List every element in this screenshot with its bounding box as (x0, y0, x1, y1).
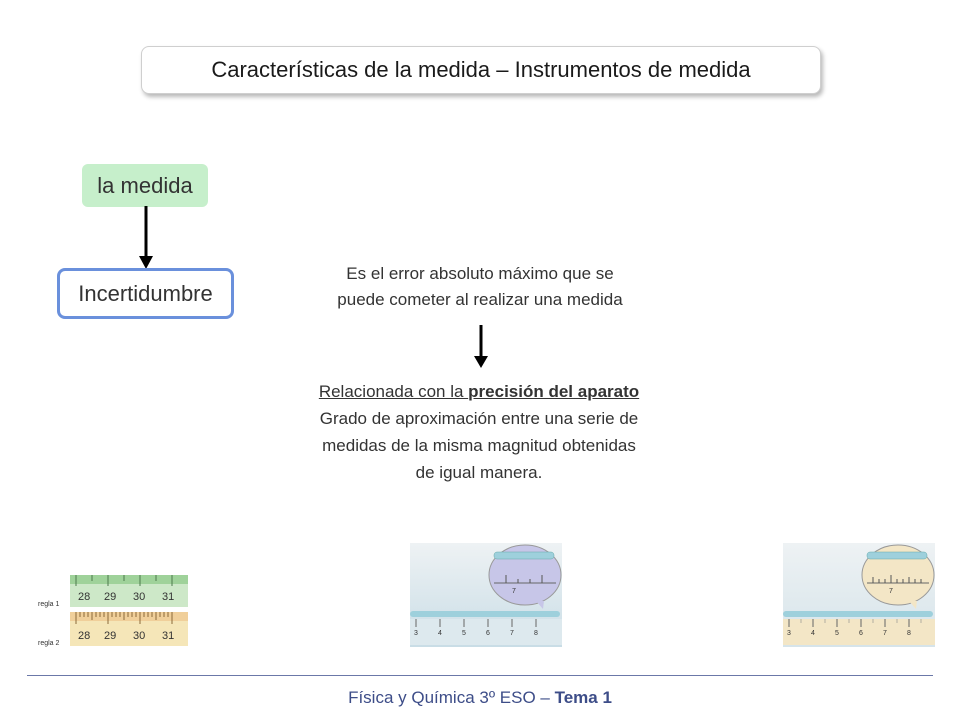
zoom-tick: 7 (889, 588, 893, 595)
precision-line: de igual manera. (415, 463, 543, 482)
rulers-comparison-image (36, 572, 190, 650)
precision-heading (246, 378, 712, 405)
arrow-down-icon (473, 325, 489, 369)
footer-topic: Tema 1 (554, 688, 612, 707)
definition-line: Es el error absoluto máximo que se (346, 264, 614, 283)
ruler2-tick: 29 (104, 630, 117, 642)
scale-tick: 3 (787, 630, 791, 637)
concept-la-medida: la medida (82, 164, 208, 207)
slide-title: Características de la medida – Instrumentos de medida (141, 46, 821, 94)
scale-tick: 3 (414, 630, 418, 637)
arrow-down-icon (138, 206, 154, 270)
incertidumbre-definition (270, 261, 690, 313)
scale-tick: 4 (811, 630, 815, 637)
ruler1-tick: 31 (162, 591, 175, 603)
ruler2-tick: 28 (78, 630, 91, 642)
ruler2-label: regla 2 (38, 640, 60, 647)
ruler1-tick: 28 (78, 591, 91, 603)
footer-subject: Física y Química 3º ESO – (348, 688, 555, 707)
scale-tick: 8 (907, 630, 911, 637)
ruler1-label: regla 1 (38, 601, 60, 608)
precision-line: medidas de la misma magnitud obtenidas (322, 436, 636, 455)
slide-footer (0, 688, 960, 708)
scale-tick: 5 (835, 630, 839, 637)
definition-line: puede cometer al realizar una medida (337, 290, 623, 309)
ruler1-tick: 30 (133, 591, 146, 603)
precision-explanation (246, 378, 712, 486)
scale-tick: 7 (510, 630, 514, 637)
scale-tick: 6 (486, 630, 490, 637)
ruler2-tick: 30 (133, 630, 146, 642)
scale-tick: 8 (534, 630, 538, 637)
ruler2-tick: 31 (162, 630, 175, 642)
scale-tick: 6 (859, 630, 863, 637)
scale-tick: 5 (462, 630, 466, 637)
precision-line: Grado de aproximación entre una serie de (319, 409, 639, 428)
precision-prefix: Relacionada con la (318, 382, 469, 401)
concept-incertidumbre: Incertidumbre (57, 268, 234, 319)
ruler1-tick: 29 (104, 591, 117, 603)
scale-tick: 4 (438, 630, 442, 637)
ruler-zoom-image-1 (410, 543, 562, 647)
scale-tick: 7 (883, 630, 887, 637)
precision-emphasis: precisión del aparato (468, 382, 640, 401)
ruler-zoom-image-2 (783, 543, 935, 647)
zoom-tick: 7 (512, 588, 516, 595)
footer-divider (27, 675, 933, 676)
